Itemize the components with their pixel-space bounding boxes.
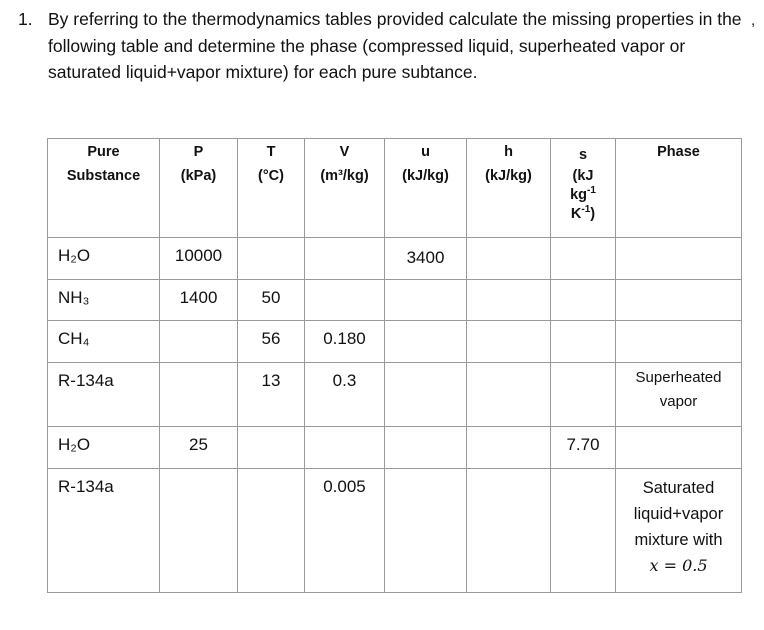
- cell-p: [160, 469, 238, 593]
- cell-s: [551, 469, 616, 593]
- cell-substance: CH₄: [48, 321, 160, 363]
- header-temperature: T (°C): [238, 139, 305, 238]
- cell-p: 1400: [160, 280, 238, 321]
- cell-h: [467, 238, 551, 280]
- properties-table: [47, 138, 742, 593]
- cell-t: [238, 469, 305, 593]
- cell-s: [551, 363, 616, 427]
- header-substance: Pure Substance: [48, 139, 160, 238]
- cell-h: [467, 321, 551, 363]
- cell-s: [551, 238, 616, 280]
- phase-text: Saturated liquid+vapor mixture with: [633, 479, 724, 549]
- cell-phase: Superheated vapor: [616, 363, 742, 427]
- table-row: [48, 280, 742, 321]
- table-row: [48, 427, 742, 469]
- cell-v: [305, 280, 385, 321]
- cell-phase: [616, 280, 742, 321]
- cell-h: [467, 280, 551, 321]
- header-internal-energy: u (kJ/kg): [385, 139, 467, 238]
- header-volume: V (m³/kg): [305, 139, 385, 238]
- header-entropy: s (kJ $kg^{-1}$ $K^{-1}$): [551, 139, 616, 238]
- cell-s: [551, 280, 616, 321]
- header-enthalpy: h (kJ/kg): [467, 139, 551, 238]
- cell-u: [385, 469, 467, 593]
- question-text: By referring to the thermodynamics tables provided calculate the missing properties in the following table and determine the phase (compressed liquid, superheated vapor or saturated liquid+vapor mixture) for each pure subtance.: [48, 9, 742, 82]
- cell-substance: R-134a: [48, 363, 160, 427]
- cell-t: [238, 427, 305, 469]
- cell-t: 50: [238, 280, 305, 321]
- cell-p: 10000: [160, 238, 238, 280]
- cell-v: 0.3: [305, 363, 385, 427]
- cell-v: [305, 427, 385, 469]
- cell-substance: R-134a: [48, 469, 160, 593]
- header-phase: Phase: [616, 139, 742, 238]
- cell-substance: H₂O: [48, 238, 160, 280]
- cell-p: [160, 363, 238, 427]
- cell-u: [385, 427, 467, 469]
- cell-t: 56: [238, 321, 305, 363]
- cell-phase: [616, 427, 742, 469]
- cell-s: 7.70: [551, 427, 616, 469]
- cell-v: 0.005: [305, 469, 385, 593]
- cell-h: [467, 427, 551, 469]
- cell-phase: [616, 238, 742, 280]
- table-row: [48, 238, 742, 280]
- table-row: [48, 469, 742, 593]
- question-number: 1.: [18, 9, 33, 29]
- stray-mark: ,: [751, 12, 756, 29]
- cell-u: [385, 280, 467, 321]
- cell-u: 3400: [385, 238, 467, 280]
- cell-p: [160, 321, 238, 363]
- phase-quality: x = 0.5: [649, 556, 708, 575]
- table-row: [48, 321, 742, 363]
- cell-p: 25: [160, 427, 238, 469]
- cell-phase: [616, 321, 742, 363]
- cell-v: [305, 238, 385, 280]
- cell-u: [385, 321, 467, 363]
- cell-u: [385, 363, 467, 427]
- cell-t: 13: [238, 363, 305, 427]
- cell-t: [238, 238, 305, 280]
- cell-substance: NH₃: [48, 280, 160, 321]
- header-pressure: P (kPa): [160, 139, 238, 238]
- cell-v: 0.180: [305, 321, 385, 363]
- cell-phase: [616, 469, 742, 593]
- cell-substance: H₂O: [48, 427, 160, 469]
- table-row: [48, 363, 742, 427]
- cell-h: [467, 363, 551, 427]
- header-row: [48, 139, 742, 238]
- cell-s: [551, 321, 616, 363]
- cell-h: [467, 469, 551, 593]
